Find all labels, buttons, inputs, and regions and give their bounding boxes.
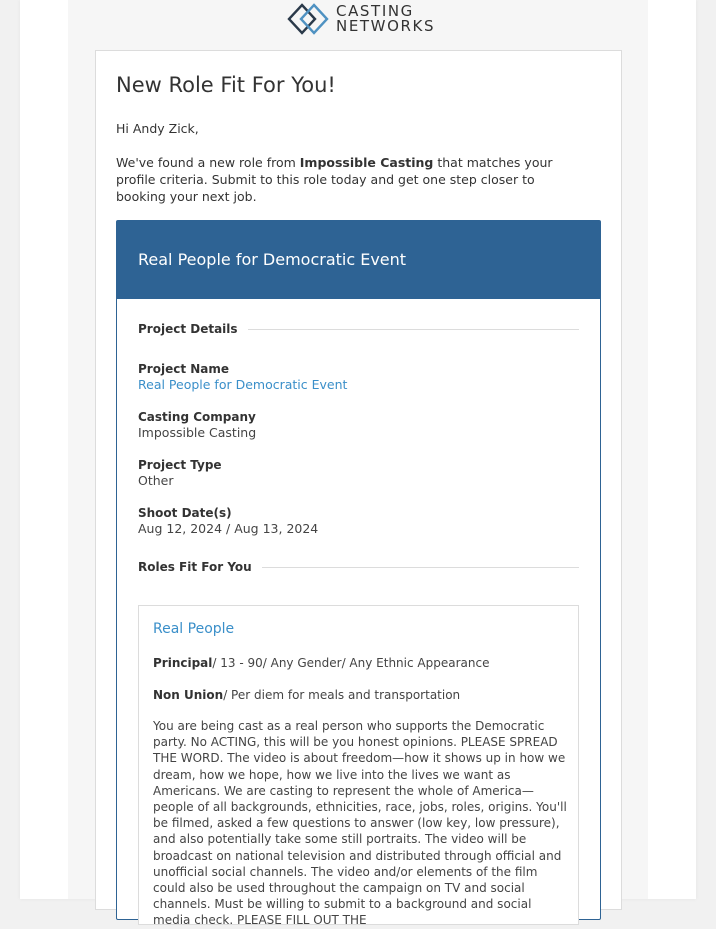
casting-networks-logo[interactable] <box>288 2 435 36</box>
project-details-label: Project Details <box>138 322 238 336</box>
greeting: Hi Andy Zick, <box>116 121 199 136</box>
role-type-label: Principal <box>153 656 213 670</box>
divider <box>262 567 579 568</box>
field-label: Project Type <box>138 458 222 472</box>
email-card <box>95 50 622 928</box>
field-label: Project Name <box>138 362 230 376</box>
logo-text <box>336 4 435 34</box>
roles-heading-label: Roles Fit For You <box>138 560 252 574</box>
role-description: You are being cast as a real person who supports the Democratic party. No ACTING, this will be you honest opinions. PLEASE SPREAD THE WORD. The video is about freedom—how it shows up in how we dream, how we hope, how we live into the lives we want as Americans. We are casting to represent the whole of America—people of all backgrounds, ethnicities, race, jobs, roles, origins. You'll be filmed, asked a few questions to answer (low key, low pressure), and also potentially take some still portraits. The video will be broadcast on national television and distributed through official and unofficial social channels. The video and/or elements of the film could also be used throughout the campaign on TV and social channels. Must be willing to submit to a background and social media check. PLEASE FILL OUT THE <box>153 719 567 928</box>
field-casting-company <box>138 409 256 441</box>
email-title: New Role Fit For You! <box>116 73 336 97</box>
role-name-link[interactable]: Real People <box>153 621 235 637</box>
field-label: Shoot Date(s) <box>138 506 232 520</box>
role-card <box>138 605 579 928</box>
intro-company: Impossible Casting <box>299 155 434 170</box>
project-name-link[interactable]: Real People for Democratic Event <box>138 377 348 392</box>
diamond-logo-icon <box>288 2 330 36</box>
field-project-type <box>138 457 222 489</box>
intro-prefix: We've found a new role from <box>116 155 300 170</box>
logo-line-2: NETWORKS <box>336 17 436 35</box>
field-value: Aug 12, 2024 / Aug 13, 2024 <box>138 521 319 536</box>
project-details-heading <box>138 322 579 336</box>
field-value: Impossible Casting <box>138 425 257 440</box>
divider <box>248 329 579 330</box>
roles-heading <box>138 560 579 574</box>
logo-line-1: CASTING <box>336 2 414 20</box>
role-box-header: Real People for Democratic Event <box>117 221 600 299</box>
role-box <box>116 220 601 928</box>
role-union-detail: / Per diem for meals and transportation <box>223 688 461 702</box>
field-value: Other <box>138 473 174 488</box>
role-type-detail: / 13 - 90/ Any Gender/ Any Ethnic Appearance <box>212 656 490 670</box>
field-shoot-dates <box>138 505 318 537</box>
field-label: Casting Company <box>138 410 256 424</box>
role-union <box>153 688 460 702</box>
intro-paragraph <box>116 154 586 205</box>
field-project-name <box>138 361 347 393</box>
intro-suffix: that matches your profile criteria. Submit to this role today and get one step closer to booking your next job. <box>116 155 553 204</box>
role-type <box>153 656 489 670</box>
role-union-label: Non Union <box>153 688 224 702</box>
